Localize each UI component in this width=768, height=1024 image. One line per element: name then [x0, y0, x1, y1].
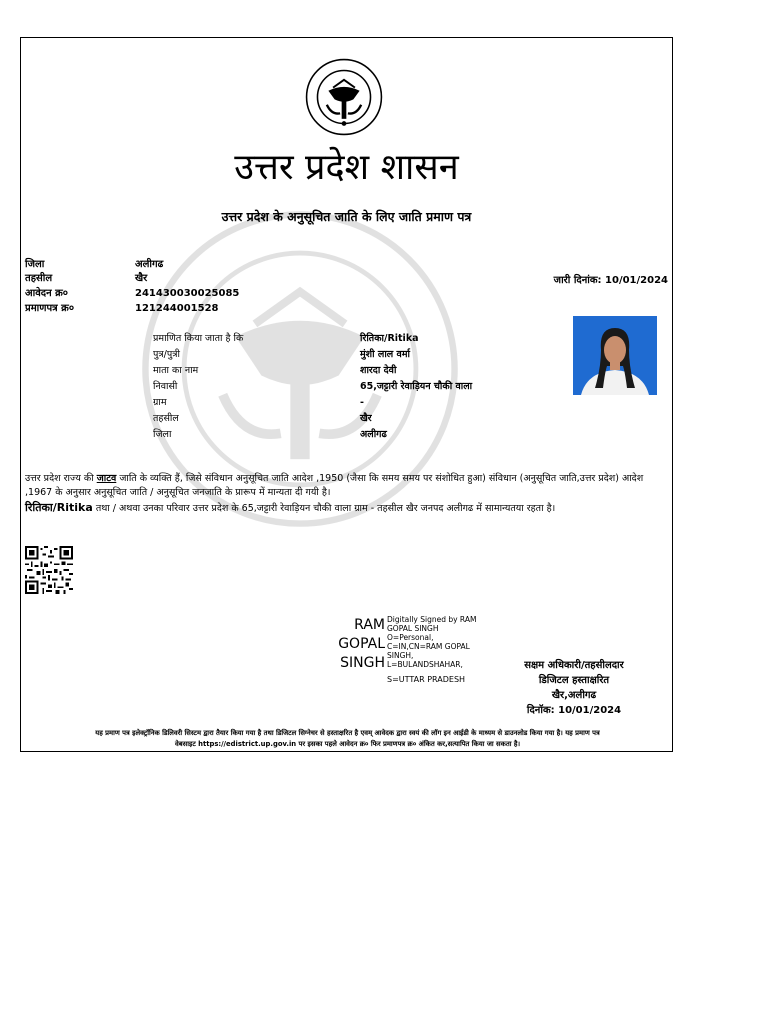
- government-title: उत्तर प्रदेश शासन: [234, 147, 459, 188]
- certificate: [20, 37, 673, 752]
- detail-value-tehsil: खैर: [360, 413, 372, 424]
- detail-label-resident: निवासी: [153, 381, 178, 392]
- signature-detail-line: Digitally Signed by RAM: [387, 615, 477, 624]
- applicant-name: रितिका/Ritika: [25, 501, 93, 514]
- detail-label-village: ग्राम: [153, 397, 167, 408]
- detail-label-parent: पुत्र/पुत्री: [153, 349, 180, 360]
- signer-name-line: GOPAL: [338, 636, 385, 652]
- issue-date: जारी दिनांक: 10/01/2024: [553, 275, 668, 286]
- meta-label: तहसील: [25, 273, 53, 284]
- meta-value: 241430030025085: [135, 288, 240, 299]
- officer-signed: डिजिटल हस्ताक्षरित: [538, 675, 610, 686]
- residence-paragraph: [25, 501, 670, 516]
- meta-value: 121244001528: [135, 303, 219, 314]
- officer-block: [499, 658, 649, 718]
- caste-name: जाटव: [96, 473, 117, 484]
- meta-value: अलीगढ: [135, 259, 164, 270]
- signer-name-line: RAM: [354, 617, 385, 633]
- certificate-title: उत्तर प्रदेश के अनुसूचित जाति के लिए जाति प्रमाण पत्र: [221, 209, 472, 224]
- qr-code-icon[interactable]: [24, 546, 74, 594]
- meta-label: आवेदन क्र०: [25, 288, 69, 299]
- meta-label: जिला: [25, 259, 45, 270]
- detail-value-village: -: [360, 397, 364, 408]
- detail-label-certified: प्रमाणित किया जाता है कि: [153, 333, 244, 344]
- detail-label-district: जिला: [153, 429, 172, 440]
- signature-detail-line: O=Personal,: [387, 633, 434, 642]
- detail-value-parent: मुंशी लाल वर्मा: [360, 349, 410, 360]
- meta-label: प्रमाणपत्र क्र०: [25, 303, 75, 314]
- officer-place: खैर,अलीगढ: [551, 690, 597, 701]
- signature-detail-line: C=IN,CN=RAM GOPAL: [387, 642, 470, 651]
- signature-detail-line: L=BULANDSHAHAR,: [387, 660, 463, 669]
- paragraph-text: जाति के व्यक्ति हैं, जिसे संविधान अनुसूचित जाति आदेश ,1950 (जैसा कि समय समय पर संशोधित हुआ) संविधान (अनुसूचित जाति,उत्तर प्रदेश) आदेश ,1967 के अनुसार अनुसूचित जाति / अनुसूचित जनजाति के प्रारूप में मान्यता दी गयी है।: [25, 473, 644, 498]
- signature-state: S=UTTAR PRADESH: [387, 675, 466, 684]
- footer-note: [21, 728, 673, 750]
- officer-date: दिनॉक: 10/01/2024: [526, 705, 622, 716]
- officer-title: सक्षम अधिकारी/तहसीलदार: [524, 660, 624, 671]
- paragraph-text: तथा / अथवा उनका परिवार उत्तर प्रदेश के 65,जट्टारी रेवाड़ियन चौकी वाला ग्राम - तहसील खैर जनपद अलीगढ में सामान्यतया रहता है।: [92, 503, 556, 514]
- meta-value: खैर: [135, 273, 148, 284]
- detail-value-district: अलीगढ: [360, 429, 387, 440]
- signature-detail-line: SINGH,: [387, 651, 414, 660]
- signature-details: [387, 615, 476, 669]
- detail-value-resident: 65,जट्टारी रेवाड़ियन चौकी वाला: [360, 381, 473, 392]
- detail-value-mother: शारदा देवी: [360, 365, 397, 376]
- signer-name: [321, 616, 385, 673]
- applicant-photo: [573, 316, 657, 395]
- signer-name-line: SINGH: [340, 655, 385, 671]
- detail-value-name: रितिका/Ritika: [360, 333, 419, 344]
- detail-label-mother: माता का नाम: [153, 365, 199, 376]
- up-government-emblem-icon: [305, 58, 383, 136]
- signature-detail-line: GOPAL SINGH: [387, 624, 439, 633]
- detail-label-tehsil: तहसील: [153, 413, 179, 424]
- footer-line: वेबसाइट https://edistrict.up.gov.in पर इसका पहले आवेदन क्र० फिर प्रमाणपत्र क्र० अंकित कर,सत्यापित किया जा सकता है।: [174, 740, 521, 748]
- paragraph-text: उत्तर प्रदेश राज्य की: [25, 473, 97, 484]
- certification-paragraph: [25, 472, 670, 500]
- footer-line: यह प्रमाण पत्र इलेक्ट्रॉनिक डिलिवरी सिस्टम द्वारा तैयार किया गया है तथा डिजिटल सिग्नेचर से हस्ताक्षरित है एवम् आवेदक द्वारा स्वयं की लॉग इन आईडी के माध्यम से डाउनलोड किया गया है। यह प्रमाण पत्र: [95, 729, 600, 737]
